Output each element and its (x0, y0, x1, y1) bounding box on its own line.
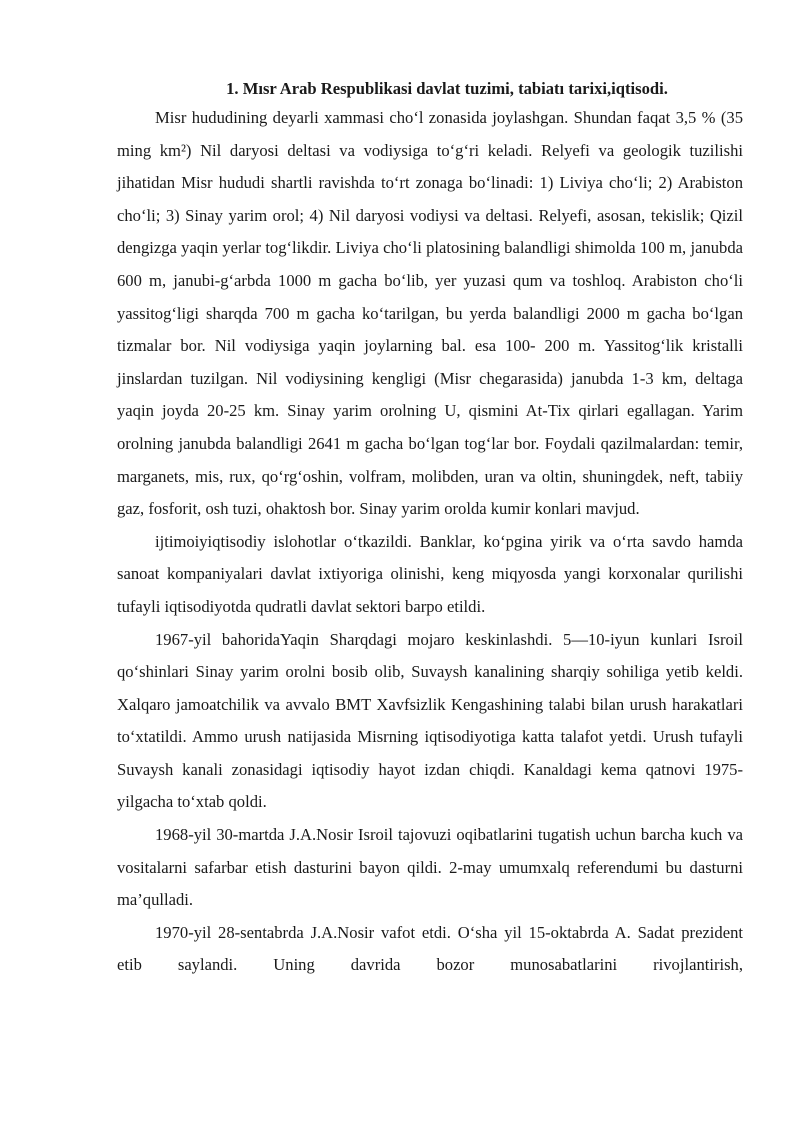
paragraph-1967-conflict: 1967-yil bahoridaYaqin Sharqdagi mojaro keskinlashdi. 5—10-iyun kunlari Isroil qo‘shinlari Sinay yarim orolni bosib olib, Suvaysh kanalining sharqiy sohiliga yetib keldi. Xalqaro jamoatchilik va avvalo BMT Xavfsizlik Kengashining talabi bilan urush harakatlari to‘xtatildi. Ammo urush natijasida Misrning iqtisodiyotiga katta talafot yetdi. Urush tufayli Suvaysh kanali zonasidagi iqtisodiy hayot izdan chiqdi. Kanaldagi kema qatnovi 1975-yilgacha to‘xtab qoldi. (117, 629, 743, 812)
paragraph-reforms: ijtimoiyiqtisodiy islohotlar o‘tkazildi. Banklar, ko‘pgina yirik va o‘rta savdo hamda sanoat kompaniyalari davlat ixtiyoriga olinishi, keng miqyosda yangi korxonalar qurilishi tufayli iqtisodiyotda qudratli davlat sektori barpo etildi. (117, 531, 743, 616)
document-body (117, 76, 743, 982)
paragraph-geography: Misr hududining deyarli xammasi cho‘l zonasida joylashgan. Shundan faqat 3,5 % (35 ming km²) Nil daryosi deltasi va vodiysiga to‘g‘ri keladi. Relyefi va geologik tuzilishi jihatidan Misr hududi shartli ravishda to‘rt zonaga bo‘linadi: 1) Liviya cho‘li; 2) Arabiston cho‘li; 3) Sinay yarim orol; 4) Nil daryosi vodiysi va deltasi. Relyefi, asosan, tekislik; Qizil dengizga yaqin yerlar tog‘likdir. Liviya cho‘li platosining balandligi shimolda 100 m, janubda 600 m, janubi-g‘arbda 1000 m gacha bo‘lib, yer yuzasi qum va toshloq. Arabiston cho‘li yassitog‘ligi sharqda 700 m gacha ko‘tarilgan, bu yerda balandligi 2000 m gacha bo‘lgan tizmalar bor. Nil vodiysiga yaqin joylarning bal. esa 100- 200 m. Yassitog‘lik kristalli jinslardan tuzilgan. Nil vodiysining kengligi (Misr chegarasida) janubda 1-3 km, deltaga yaqin joyda 20-25 km. Sinay yarim orolning U, qismini At-Tix qirlari egallagan. Yarim orolning janubda balandligi 2641 m gacha bo‘lgan tog‘lar bor. Foydali qazilmalardan: temir, marganets, mis, rux, qo‘rg‘oshin, volfram, molibden, uran va oltin, shuningdek, neft, tabiiy gaz, fosforit, osh tuzi, ohaktosh bor. Sinay yarim orolda kumir konlari mavjud. (117, 108, 743, 519)
section-heading: 1. Mısr Arab Respublikasi davlat tuzimi, tabiatı tarixi,iqtisodi. (226, 79, 668, 98)
paragraph-1968-program: 1968-yil 30-martda J.A.Nosir Isroil tajovuzi oqibatlarini tugatish uchun barcha kuch va vositalarni safarbar etish dasturini bayon qildi. 2-may umumxalq referendumi bu dasturni ma’qulladi. (117, 825, 743, 910)
paragraph-1970-sadat: 1970-yil 28-sentabrda J.A.Nosir vafot etdi. O‘sha yil 15-oktabrda A. Sadat prezident etib saylandi. Uning davrida bozor munosabatlarini rivojlantirish, (117, 922, 743, 975)
